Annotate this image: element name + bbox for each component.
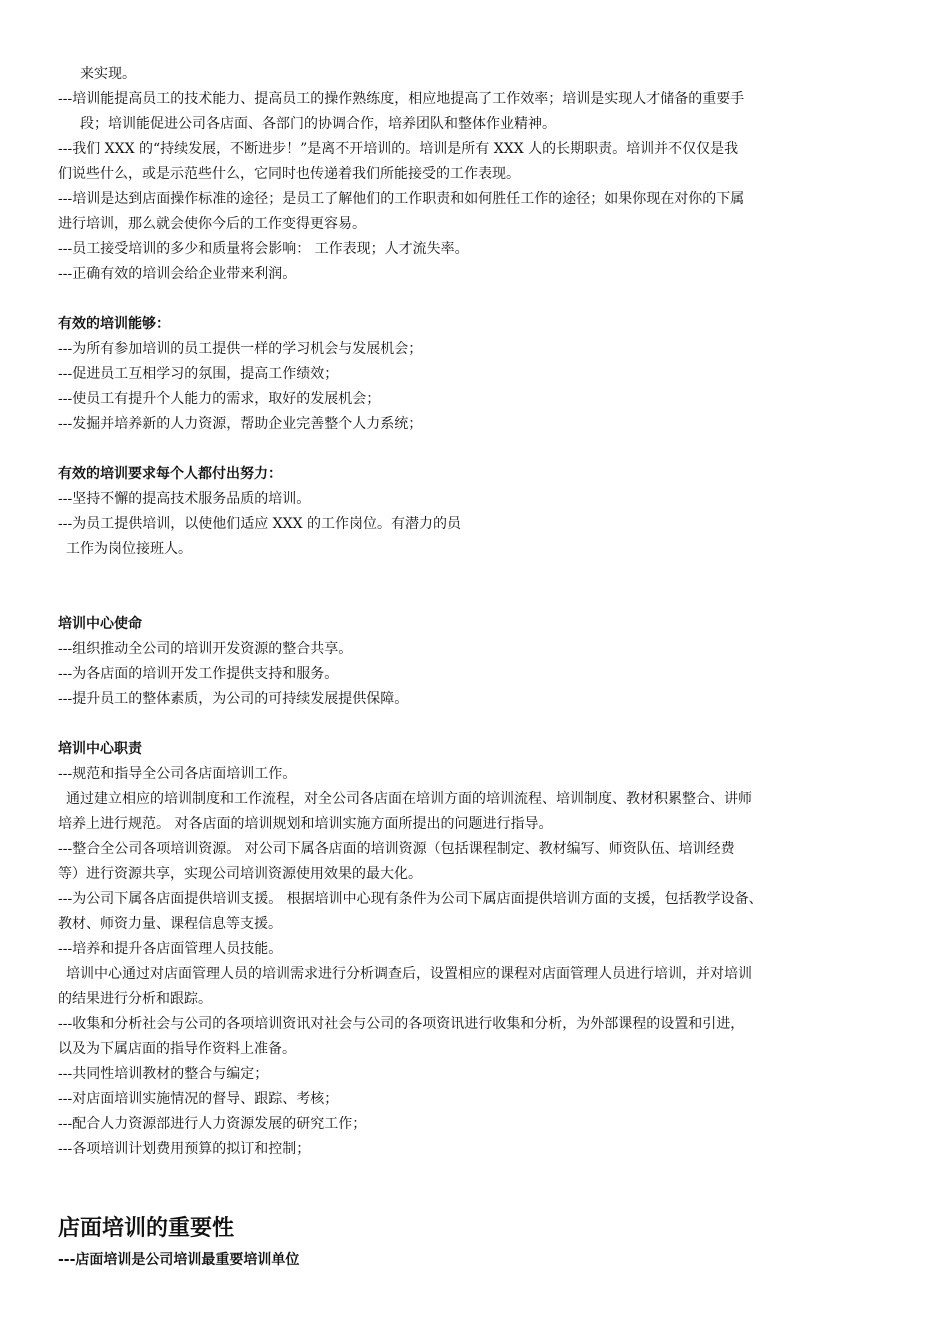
intro-line: 段；培训能促进公司各店面、各部门的协调合作，培养团队和整体作业精神。 [80,116,556,132]
document-body [58,62,908,1274]
duties-item: ---共同性培训教材的整合与编定； [58,1066,269,1082]
effective-heading: 有效的培训能够： [58,316,170,332]
duties-item: ---配合人力资源部进行人力资源发展的研究工作； [58,1116,367,1132]
duties-item: 以及为下属店面的指导作资料上准备。 [58,1041,296,1057]
effort-item: ---为员工提供培训，以使他们适应 XXX 的工作岗位。有潜力的员 [58,516,461,532]
intro-line: 来实现。 [80,66,136,82]
effective-item: ---使员工有提升个人能力的需求，取好的发展机会； [58,391,381,407]
duties-item: 通过建立相应的培训制度和工作流程，对全公司各店面在培训方面的培训流程、培训制度、教材积累整合、讲师 [66,791,752,807]
duties-item: ---培养和提升各店面管理人员技能。 [58,941,283,957]
duties-item: ---规范和指导全公司各店面培训工作。 [58,766,297,782]
effective-item: ---促进员工互相学习的氛围，提高工作绩效； [58,366,339,382]
duties-item: 等）进行资源共享，实现公司培训资源使用效果的最大化。 [58,866,422,882]
duties-item: ---为公司下属各店面提供培训支援。 根据培训中心现有条件为公司下属店面提供培训方面的支援，包括教学设备、 [58,891,763,907]
spacer [58,562,908,612]
mission-item: ---为各店面的培训开发工作提供支持和服务。 [58,666,339,682]
mission-item: ---组织推动全公司的培训开发资源的整合共享。 [58,641,353,657]
intro-line: ---我们 XXX 的“持续发展，不断进步！”是离不开培训的。培训是所有 XXX 人的长期职责。培训并不仅仅是我 [58,141,739,157]
effort-heading: 有效的培训要求每个人都付出努力： [58,466,282,482]
spacer [58,437,908,462]
duties-heading: 培训中心职责 [58,741,142,757]
duties-item: 培训中心通过对店面管理人员的培训需求进行分析调查后，设置相应的课程对店面管理人员进行培训，并对培训 [66,966,752,982]
duties-item: ---整合全公司各项培训资源。 对公司下属各店面的培训资源（包括课程制定、教材编写、师资队伍、培训经费 [58,841,735,857]
spacer [58,712,908,737]
effective-item: ---发掘并培养新的人力资源，帮助企业完善整个人力系统； [58,416,423,432]
duties-item: ---对店面培训实施情况的督导、跟踪、考核； [58,1091,339,1107]
effort-item: 工作为岗位接班人。 [66,541,192,557]
spacer [58,1162,908,1212]
effective-item: ---为所有参加培训的员工提供一样的学习机会与发展机会； [58,341,423,357]
duties-item: 的结果进行分析和跟踪。 [58,991,212,1007]
intro-line: ---员工接受培训的多少和质量将会影响： 工作表现；人才流失率。 [58,241,469,257]
duties-item: 培养上进行规范。 对各店面的培训规划和培训实施方面所提出的问题进行指导。 [58,816,553,832]
duties-item: ---各项培训计划费用预算的拟订和控制； [58,1141,311,1157]
store-subheading: ---店面培训是公司培训最重要培训单位 [58,1252,300,1268]
duties-item: 教材、师资力量、课程信息等支援。 [58,916,282,932]
duties-item: ---收集和分析社会与公司的各项培训资讯对社会与公司的各项资讯进行收集和分析，为外部课程的设置和引进， [58,1016,745,1032]
intro-line: ---培训能提高员工的技术能力、提高员工的操作熟练度，相应地提高了工作效率；培训是实现人才储备的重要手 [58,91,745,107]
intro-line: ---培训是达到店面操作标准的途径；是员工了解他们的工作职责和如何胜任工作的途径；如果你现在对你的下属 [58,191,745,207]
mission-heading: 培训中心使命 [58,616,142,632]
spacer [58,287,908,312]
intro-line: ---正确有效的培训会给企业带来利润。 [58,266,297,282]
intro-line: 进行培训，那么就会使你今后的工作变得更容易。 [58,216,366,232]
effort-item: ---坚持不懈的提高技术服务品质的培训。 [58,491,311,507]
intro-line: 们说些什么，或是示范些什么，它同时也传递着我们所能接受的工作表现。 [58,166,520,182]
mission-item: ---提升员工的整体素质，为公司的可持续发展提供保障。 [58,691,409,707]
store-heading: 店面培训的重要性 [58,1216,235,1241]
